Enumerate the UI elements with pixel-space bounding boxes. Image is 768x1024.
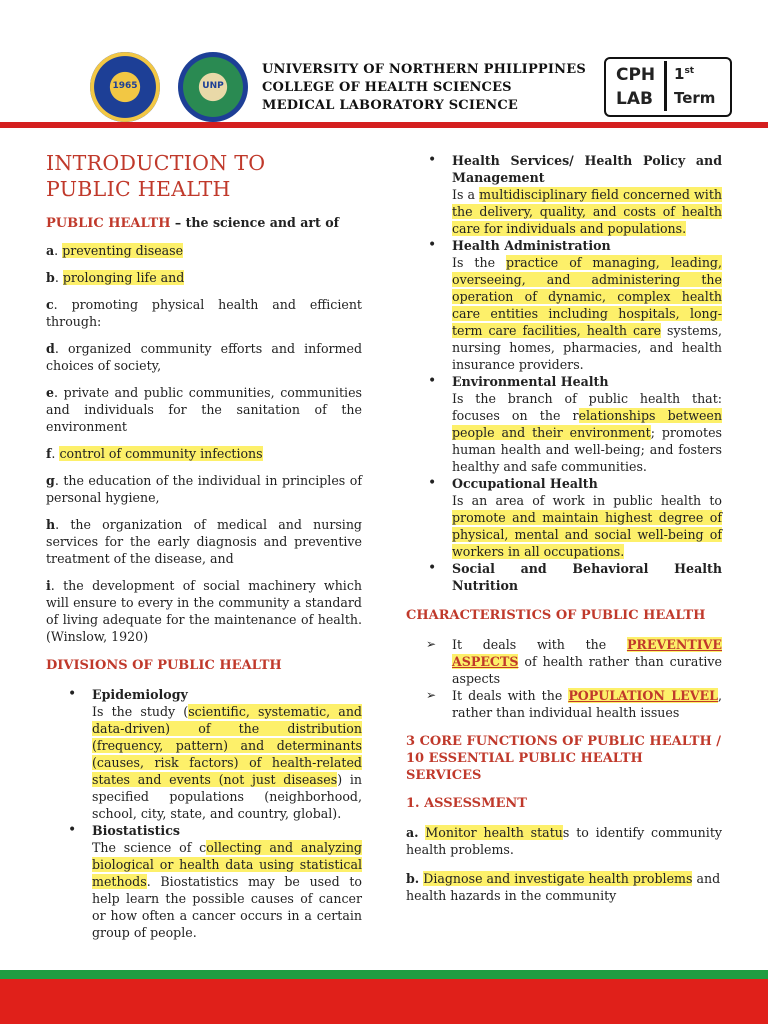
footer-green-strip [0, 970, 768, 979]
university-name: UNIVERSITY OF NORTHERN PHILIPPINES [262, 62, 586, 77]
definition-item: h. the organization of medical and nursing services for the early diagnosis and preventive treatment of the disease, and [46, 517, 362, 566]
list-item-health-administration: • Health Administration Is the practice of managing, leading, overseeing, and administering the operation of dynamic, complex health care entities including hospitals, long-term care facilities, health care systems, nursing homes, pharmacies, and health insurance providers. [406, 237, 722, 373]
page-footer-band [0, 970, 768, 1024]
assessment-heading: 1. ASSESSMENT [406, 796, 527, 811]
course-code: CPH [616, 65, 656, 85]
definition-item: e. private and public communities, communities and individuals for the sanitation of the environment [46, 385, 362, 434]
assessment-item: a. Monitor health status to identify community health problems. [406, 825, 722, 857]
public-health-definition: PUBLIC HEALTH – the science and art of [46, 215, 340, 231]
footer-red-strip [0, 979, 768, 1024]
list-item-epidemiology: • Epidemiology Is the study (scientific, systematic, and data-driven) of the distribution (frequency, pattern) and determinants (causes, risk factors) of health-related states and events (not just diseases) in specified populations (neighborhood, school, city, state, and country, global). [46, 686, 362, 822]
definition-item: g. the education of the individual in principles of personal hygiene, [46, 473, 362, 505]
definition-item: i. the development of social machinery which will ensure to every in the community a standard of living adequate for the maintenance of health. (Winslow, 1920) [46, 578, 362, 644]
term-number: 1st [674, 65, 695, 83]
definition-item: a. preventing disease [46, 243, 184, 258]
right-column [406, 152, 722, 904]
list-item-social-behavioral: • Social and Behavioral Health Nutrition [406, 560, 722, 594]
core-functions-heading: 3 CORE FUNCTIONS OF PUBLIC HEALTH / 10 ESSENTIAL PUBLIC HEALTH SERVICES [406, 734, 722, 783]
divider [664, 61, 667, 111]
college-seal-logo [178, 52, 248, 122]
header-red-bar [0, 122, 768, 128]
course-code-box [604, 57, 732, 117]
seal-label: UNP [202, 81, 224, 91]
page-title: INTRODUCTION TO PUBLIC HEALTH [46, 151, 266, 201]
left-column [46, 150, 362, 941]
definition-item: b. prolonging life and [46, 270, 185, 285]
page-header [0, 0, 768, 128]
characteristic-item: ➢ It deals with the PREVENTIVE ASPECTS of health rather than curative aspects [406, 636, 722, 687]
seal-year: 1965 [112, 81, 138, 91]
university-seal-logo [90, 52, 160, 122]
course-type: LAB [616, 89, 653, 109]
public-health-list [46, 242, 362, 645]
term-label: Term [674, 89, 716, 107]
definition-item: f. control of community infections [46, 446, 263, 461]
assessment-item: b. Diagnose and investigate health problems and health hazards in the community [406, 871, 721, 903]
definition-item: d. organized community efforts and informed choices of society, [46, 341, 363, 373]
program-name: MEDICAL LABORATORY SCIENCE [262, 98, 518, 113]
divisions-heading: DIVISIONS OF PUBLIC HEALTH [46, 658, 282, 673]
characteristics-heading: CHARACTERISTICS OF PUBLIC HEALTH [406, 608, 706, 623]
college-name: COLLEGE OF HEALTH SCIENCES [262, 80, 512, 95]
definition-item: c. promoting physical health and efficient through: [46, 297, 362, 329]
list-item-health-services: • Health Services/ Health Policy and Management Is a multidisciplinary field concerned with the delivery, quality, and costs of health care for individuals and populations. [406, 152, 722, 237]
list-item-environmental-health: • Environmental Health Is the branch of public health that: focuses on the relationships between people and their environment; promotes human health and well-being; and fosters healthy and safe communities. [406, 373, 722, 475]
list-item-occupational-health: • Occupational Health Is an area of work in public health to promote and maintain highest degree of physical, mental and social well-being of workers in all occupations. [406, 475, 722, 560]
characteristic-item: ➢ It deals with the POPULATION LEVEL, rather than individual health issues [406, 687, 722, 721]
list-item-biostatistics: • Biostatistics The science of collecting and analyzing biological or health data using statistical methods. Biostatistics may be used to help learn the possible causes of cancer or how often a cancer occurs in a certain group of people. [46, 822, 362, 941]
